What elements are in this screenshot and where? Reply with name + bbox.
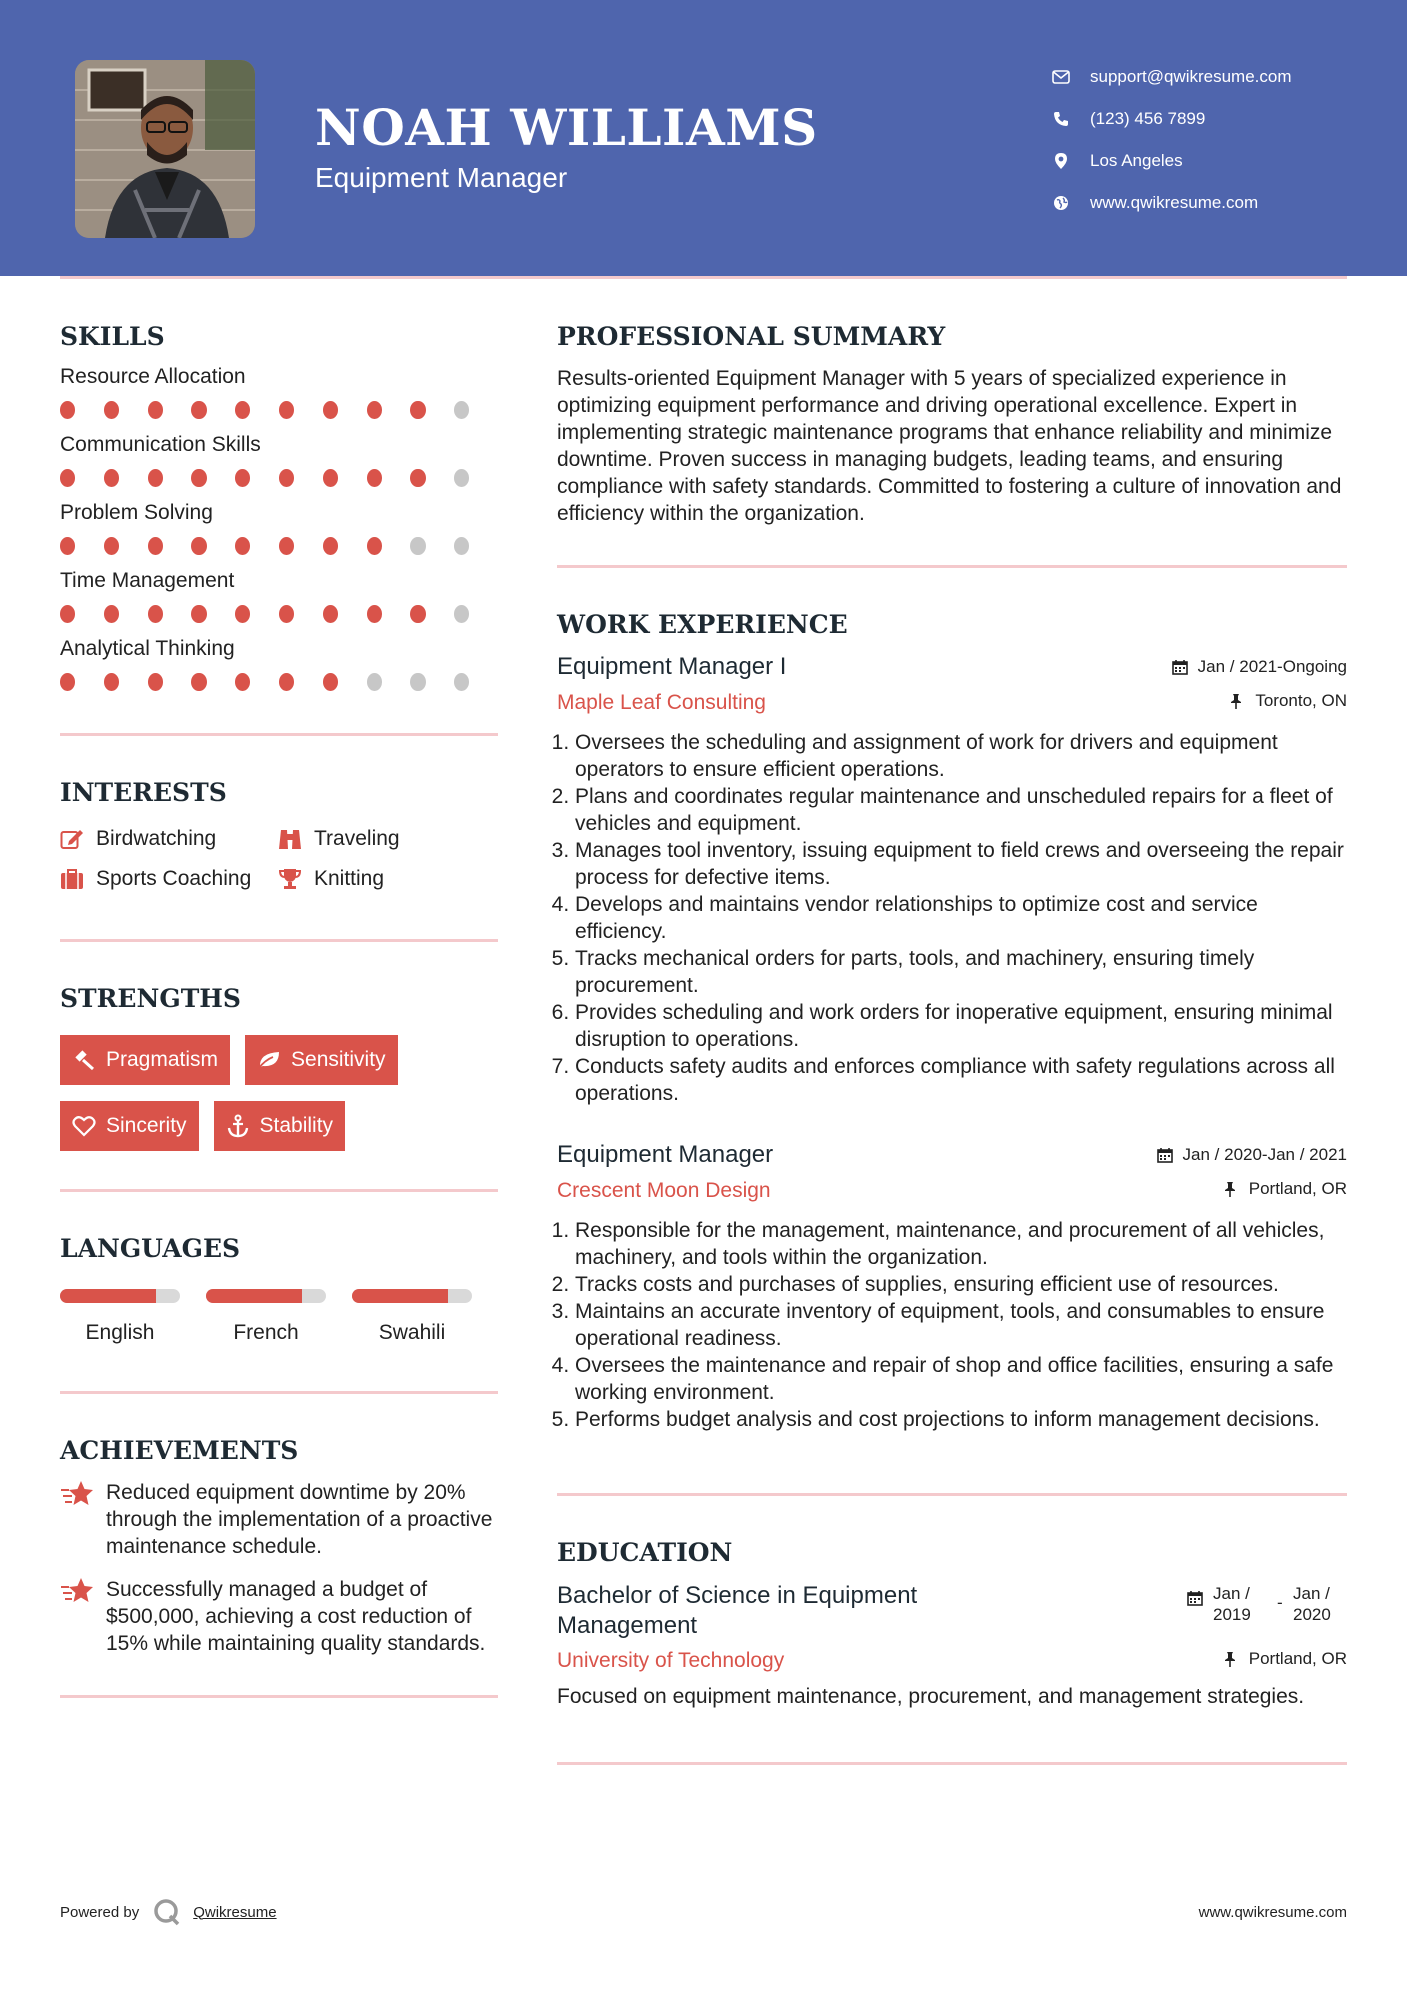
languages-heading: LANGUAGES	[60, 1234, 241, 1263]
calendar-icon	[1157, 1146, 1175, 1164]
education-heading: EDUCATION	[557, 1538, 733, 1567]
job-location	[1223, 1179, 1347, 1199]
candidate-title: Equipment Manager	[315, 162, 568, 193]
education-dates: Jan / 2019 - Jan / 2020	[1187, 1583, 1347, 1625]
responsibility-item: 5. Tracks mechanical orders for parts, tools, and machinery, ensuring timely procurement.	[575, 945, 1347, 999]
rating-dot-filled	[235, 605, 250, 623]
interest-label: Traveling	[314, 827, 400, 850]
language-item	[352, 1289, 498, 1345]
rating-dot-filled	[148, 401, 163, 419]
resume-header	[0, 0, 1407, 276]
strength-tag	[245, 1035, 398, 1085]
rating-dot-filled	[148, 605, 163, 623]
rating-dot-filled	[323, 673, 338, 691]
education-description: Focused on equipment maintenance, procurement, and management strategies.	[557, 1685, 1305, 1708]
rating-dot-filled	[191, 673, 206, 691]
rating-dot-filled	[367, 401, 382, 419]
calendar-icon	[1187, 1589, 1205, 1607]
candidate-name: NOAH WILLIAMS	[315, 98, 818, 157]
skill-name: Analytical Thinking	[60, 637, 235, 660]
profile-photo-image	[75, 60, 255, 238]
achievements-list	[60, 1479, 498, 1657]
profile-photo	[75, 60, 255, 238]
rating-dot-empty	[367, 673, 382, 691]
rating-dot-filled	[323, 469, 338, 487]
skill-rating	[60, 537, 498, 555]
right-column	[557, 322, 1347, 1765]
rating-dot-filled	[148, 469, 163, 487]
calendar-icon	[1172, 658, 1190, 676]
education-entry	[557, 1581, 1347, 1710]
rating-dot-filled	[279, 537, 294, 555]
rating-dot-filled	[191, 401, 206, 419]
responsibility-item: 4. Oversees the maintenance and repair of shop and office facilities, ensuring a safe working environment.	[575, 1352, 1347, 1406]
job-dates-text: Jan / 2021-Ongoing	[1197, 657, 1347, 676]
briefcase-icon	[60, 867, 86, 891]
contact-email[interactable]	[1050, 56, 1390, 98]
phone-icon	[1050, 108, 1072, 130]
qwikresume-logo-icon	[153, 1898, 181, 1926]
contact-website-text: www.qwikresume.com	[1090, 193, 1259, 212]
left-column	[60, 322, 498, 1698]
rating-dot-empty	[454, 605, 469, 623]
globe-icon	[1050, 192, 1072, 214]
interest-item	[278, 827, 478, 851]
achievement-item	[60, 1479, 498, 1560]
languages-divider	[60, 1391, 498, 1394]
job-title: Equipment Manager I	[557, 653, 787, 680]
language-name: French	[233, 1321, 299, 1344]
job-dates	[1172, 657, 1347, 677]
contact-website[interactable]	[1050, 182, 1390, 224]
rating-dot-filled	[367, 537, 382, 555]
achievement-text: Reduced equipment downtime by 20% through the implementation of a proactive maintenance schedule.	[106, 1481, 493, 1558]
strengths-list	[60, 1035, 498, 1167]
job-title: Equipment Manager	[557, 1141, 774, 1168]
skill-rating	[60, 401, 498, 419]
job-dates	[1157, 1145, 1347, 1165]
gavel-icon	[72, 1048, 96, 1072]
language-level-bar	[352, 1289, 472, 1303]
star-icon	[60, 1576, 96, 1608]
pushpin-icon	[1223, 1180, 1241, 1198]
achievements-divider	[60, 1695, 498, 1698]
language-level-bar	[60, 1289, 180, 1303]
rating-dot-filled	[104, 401, 119, 419]
strength-label: Pragmatism	[106, 1048, 219, 1071]
footer-website[interactable]: www.qwikresume.com	[1198, 1904, 1347, 1921]
rating-dot-filled	[60, 673, 75, 691]
rating-dot-filled	[104, 673, 119, 691]
interest-label: Sports Coaching	[96, 867, 252, 890]
language-item	[206, 1289, 352, 1345]
rating-dot-filled	[235, 469, 250, 487]
achievement-item	[60, 1576, 498, 1657]
rating-dot-filled	[235, 673, 250, 691]
strength-tag	[214, 1101, 346, 1151]
summary-divider	[557, 565, 1347, 568]
rating-dot-filled	[191, 605, 206, 623]
responsibility-item: 1. Oversees the scheduling and assignment of work for drivers and equipment operators to ensure efficient operations.	[575, 729, 1347, 783]
anchor-icon	[226, 1114, 250, 1138]
school-name: University of Technology	[557, 1649, 785, 1672]
skill-rating	[60, 469, 498, 487]
skill-rating	[60, 673, 498, 691]
pushpin-icon	[1229, 692, 1247, 710]
strength-label: Sensitivity	[291, 1048, 386, 1071]
language-name: Swahili	[378, 1321, 446, 1344]
footer-powered-by	[60, 1898, 277, 1926]
interests-list	[60, 827, 498, 891]
rating-dot-filled	[235, 537, 250, 555]
rating-dot-filled	[367, 605, 382, 623]
interest-item	[60, 867, 278, 891]
envelope-icon	[1050, 66, 1072, 88]
rating-dot-filled	[323, 605, 338, 623]
job-location-text: Toronto, ON	[1255, 691, 1347, 710]
strength-tag	[60, 1035, 230, 1085]
contact-email-text: support@qwikresume.com	[1090, 67, 1292, 86]
rating-dot-empty	[454, 673, 469, 691]
rating-dot-filled	[148, 537, 163, 555]
footer-brand-link[interactable]: Qwikresume	[193, 1903, 277, 1921]
job-responsibilities	[557, 729, 1347, 1107]
degree-title: Bachelor of Science in Equipment Management	[557, 1582, 918, 1639]
header-divider	[60, 276, 1347, 279]
skill-name: Communication Skills	[60, 433, 261, 456]
strength-label: Sincerity	[106, 1114, 187, 1137]
skill-rating	[60, 605, 498, 623]
language-level-bar	[206, 1289, 326, 1303]
responsibility-item: 7. Conducts safety audits and enforces compliance with safety regulations across all operations.	[575, 1053, 1347, 1107]
strengths-heading: STRENGTHS	[60, 984, 241, 1013]
contact-phone[interactable]	[1050, 98, 1390, 140]
rating-dot-filled	[191, 469, 206, 487]
contact-info	[1050, 56, 1390, 224]
achievement-text: Successfully managed a budget of $500,000, achieving a cost reduction of 15% while maintaining quality standards.	[106, 1578, 486, 1655]
edit-icon	[60, 827, 86, 851]
rating-dot-filled	[60, 605, 75, 623]
strength-label: Stability	[259, 1114, 334, 1137]
education-date-end: Jan / 2020	[1293, 1584, 1331, 1624]
job-entry	[557, 1141, 1347, 1433]
star-icon	[60, 1479, 96, 1511]
binoculars-icon	[278, 827, 304, 851]
experience-divider	[557, 1493, 1347, 1496]
rating-dot-filled	[279, 605, 294, 623]
summary-heading: PROFESSIONAL SUMMARY	[557, 322, 946, 351]
rating-dot-filled	[410, 401, 425, 419]
rating-dot-filled	[104, 469, 119, 487]
skills-divider	[60, 733, 498, 736]
job-responsibilities	[557, 1217, 1347, 1433]
heart-icon	[72, 1114, 96, 1138]
skills-list	[60, 365, 498, 691]
education-divider	[557, 1762, 1347, 1765]
rating-dot-empty	[454, 537, 469, 555]
trophy-icon	[278, 867, 304, 891]
interest-item	[278, 867, 478, 891]
rating-dot-filled	[235, 401, 250, 419]
language-level-fill	[60, 1289, 156, 1303]
skill-name: Problem Solving	[60, 501, 213, 524]
interest-label: Knitting	[314, 867, 385, 890]
strengths-divider	[60, 1189, 498, 1192]
language-item	[60, 1289, 206, 1345]
rating-dot-filled	[60, 469, 75, 487]
rating-dot-filled	[279, 673, 294, 691]
education-location-text: Portland, OR	[1248, 1649, 1347, 1668]
rating-dot-filled	[60, 537, 75, 555]
rating-dot-filled	[148, 673, 163, 691]
responsibility-item: 2. Tracks costs and purchases of supplies, ensuring efficient use of resources.	[575, 1271, 1347, 1298]
skill-name: Time Management	[60, 569, 235, 592]
rating-dot-empty	[454, 401, 469, 419]
education-location	[1223, 1649, 1347, 1669]
powered-by-text: Powered by	[60, 1903, 140, 1921]
responsibility-item: 6. Provides scheduling and work orders for inoperative equipment, ensuring minimal disruption to operations.	[575, 999, 1347, 1053]
interest-item	[60, 827, 278, 851]
jobs-list	[557, 653, 1347, 1433]
experience-heading: WORK EXPERIENCE	[557, 610, 848, 639]
rating-dot-filled	[191, 537, 206, 555]
rating-dot-filled	[60, 401, 75, 419]
rating-dot-filled	[410, 469, 425, 487]
rating-dot-filled	[279, 401, 294, 419]
contact-phone-text: (123) 456 7899	[1090, 109, 1206, 128]
interests-divider	[60, 939, 498, 942]
leaf-icon	[257, 1048, 281, 1072]
language-level-fill	[352, 1289, 448, 1303]
job-entry	[557, 653, 1347, 1107]
rating-dot-filled	[279, 469, 294, 487]
job-location	[1229, 691, 1347, 711]
contact-location	[1050, 140, 1390, 182]
language-level-fill	[206, 1289, 302, 1303]
languages-list	[60, 1289, 498, 1345]
rating-dot-filled	[367, 469, 382, 487]
responsibility-item: 2. Plans and coordinates regular maintenance and unscheduled repairs for a fleet of vehicles and equipment.	[575, 783, 1347, 837]
strength-tag	[60, 1101, 199, 1151]
responsibility-item: 4. Develops and maintains vendor relationships to optimize cost and service efficiency.	[575, 891, 1347, 945]
map-marker-icon	[1050, 150, 1072, 172]
language-name: English	[85, 1321, 155, 1344]
skills-heading: SKILLS	[60, 322, 165, 351]
company-name: Crescent Moon Design	[557, 1179, 771, 1202]
rating-dot-empty	[454, 469, 469, 487]
summary-text: Results-oriented Equipment Manager with 5 years of specialized experience in optimizing equipment performance and driving operational excellence. Expert in implementing strategic maintenance programs that enhance reliability and minimize downtime. Proven success in managing budgets, leading teams, and ensuring compliance with safety standards. Committed to fostering a culture of innovation and efficiency within the organization.	[557, 367, 1342, 525]
skill-name: Resource Allocation	[60, 365, 246, 388]
interest-label: Birdwatching	[96, 827, 217, 850]
rating-dot-empty	[410, 537, 425, 555]
rating-dot-filled	[104, 537, 119, 555]
contact-location-text: Los Angeles	[1090, 151, 1183, 170]
responsibility-item: 5. Performs budget analysis and cost projections to inform management decisions.	[575, 1406, 1347, 1433]
education-date-start: Jan / 2019	[1213, 1584, 1251, 1624]
job-dates-text: Jan / 2020-Jan / 2021	[1182, 1145, 1347, 1164]
responsibility-item: 3. Manages tool inventory, issuing equipment to field crews and overseeing the repair process for defective items.	[575, 837, 1347, 891]
company-name: Maple Leaf Consulting	[557, 691, 766, 714]
job-location-text: Portland, OR	[1248, 1179, 1347, 1198]
responsibility-item: 1. Responsible for the management, maintenance, and procurement of all vehicles, machinery, and tools within the organization.	[575, 1217, 1347, 1271]
pushpin-icon	[1223, 1650, 1241, 1668]
rating-dot-filled	[323, 401, 338, 419]
interests-heading: INTERESTS	[60, 778, 227, 807]
rating-dot-filled	[104, 605, 119, 623]
rating-dot-empty	[410, 673, 425, 691]
achievements-heading: ACHIEVEMENTS	[60, 1436, 299, 1465]
rating-dot-filled	[410, 605, 425, 623]
responsibility-item: 3. Maintains an accurate inventory of equipment, tools, and consumables to ensure operational readiness.	[575, 1298, 1347, 1352]
rating-dot-filled	[323, 537, 338, 555]
